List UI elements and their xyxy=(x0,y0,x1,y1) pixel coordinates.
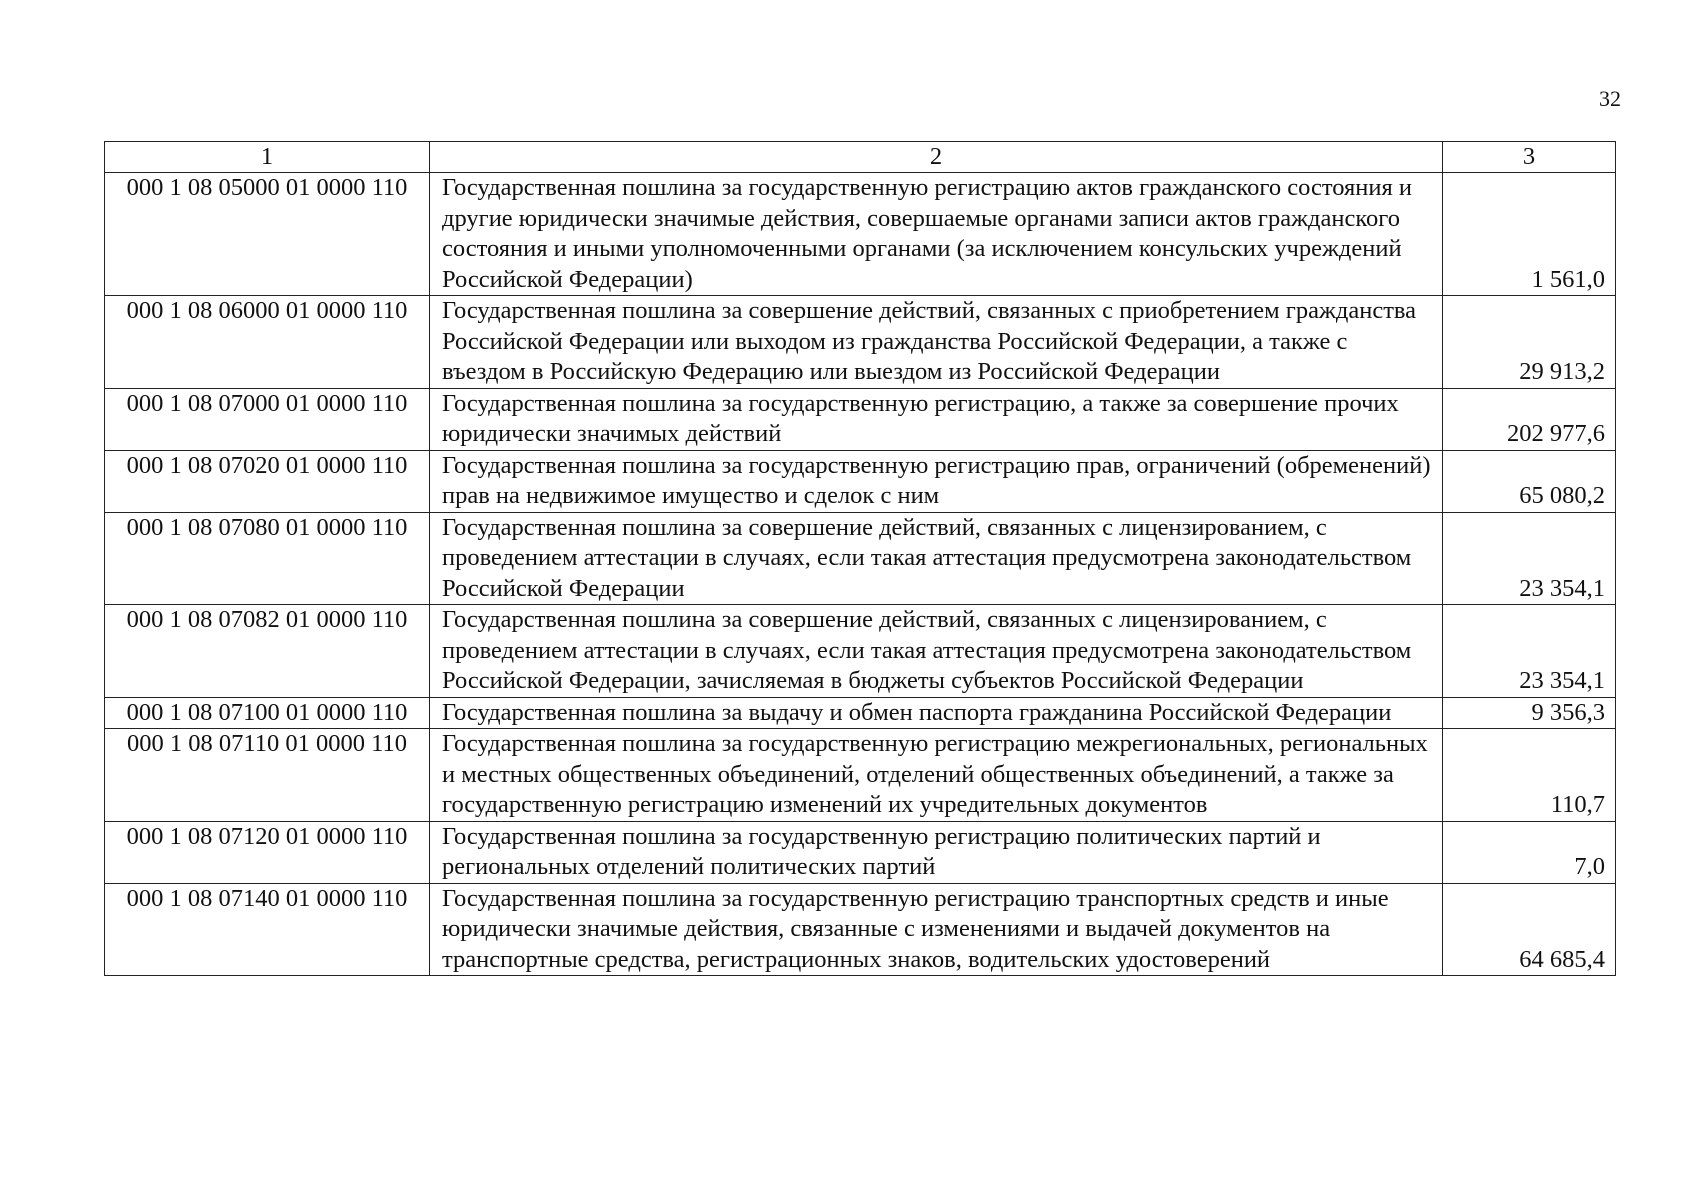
row-code: 000 1 08 06000 01 0000 110 xyxy=(105,296,430,389)
table-row xyxy=(105,512,1616,605)
table-row xyxy=(105,388,1616,450)
row-code: 000 1 08 07100 01 0000 110 xyxy=(105,697,430,729)
table-header-row xyxy=(105,142,1616,173)
table-row xyxy=(105,605,1616,698)
row-name: Государственная пошлина за выдачу и обмен паспорта гражданина Российской Федерации xyxy=(430,697,1443,729)
row-amount: 110,7 xyxy=(1443,729,1616,822)
row-amount: 202 977,6 xyxy=(1443,388,1616,450)
row-code: 000 1 08 07020 01 0000 110 xyxy=(105,450,430,512)
table-row xyxy=(105,729,1616,822)
row-amount: 29 913,2 xyxy=(1443,296,1616,389)
table-row xyxy=(105,821,1616,883)
row-name: Государственная пошлина за государственную регистрацию политических партий и региональных отделений политических партий xyxy=(430,821,1443,883)
row-code: 000 1 08 07110 01 0000 110 xyxy=(105,729,430,822)
row-amount: 9 356,3 xyxy=(1443,697,1616,729)
row-amount: 1 561,0 xyxy=(1443,173,1616,296)
revenue-table xyxy=(104,141,1616,976)
table-row xyxy=(105,450,1616,512)
row-amount: 7,0 xyxy=(1443,821,1616,883)
row-name: Государственная пошлина за государственную регистрацию, а также за совершение прочих юридически значимых действий xyxy=(430,388,1443,450)
row-amount: 23 354,1 xyxy=(1443,512,1616,605)
row-name: Государственная пошлина за государственную регистрацию транспортных средств и иные юридически значимые действия, связанные с изменениями и выдачей документов на транспортные средства, регистрационных знаков, водительских удостоверений xyxy=(430,883,1443,976)
row-amount: 65 080,2 xyxy=(1443,450,1616,512)
table-row xyxy=(105,296,1616,389)
row-name: Государственная пошлина за совершение действий, связанных с лицензированием, с проведением аттестации в случаях, если такая аттестация предусмотрена законодательством Российской Федерации, зачисляемая в бюджеты субъектов Российской Федерации xyxy=(430,605,1443,698)
row-code: 000 1 08 07140 01 0000 110 xyxy=(105,883,430,976)
table-row xyxy=(105,697,1616,729)
table-row xyxy=(105,883,1616,976)
row-code: 000 1 08 05000 01 0000 110 xyxy=(105,173,430,296)
table-row xyxy=(105,173,1616,296)
row-name: Государственная пошлина за государственную регистрацию межрегиональных, региональных и местных общественных объединений, отделений общественных объединений, а также за государственную регистрацию изменений их учредительных документов xyxy=(430,729,1443,822)
row-name: Государственная пошлина за государственную регистрацию прав, ограничений (обременений) прав на недвижимое имущество и сделок с ним xyxy=(430,450,1443,512)
column-header-amount: 3 xyxy=(1443,142,1616,173)
column-header-name: 2 xyxy=(430,142,1443,173)
page-number: 32 xyxy=(1599,86,1621,111)
row-code: 000 1 08 07120 01 0000 110 xyxy=(105,821,430,883)
row-code: 000 1 08 07082 01 0000 110 xyxy=(105,605,430,698)
row-name: Государственная пошлина за государственную регистрацию актов гражданского состояния и другие юридически значимые действия, совершаемые органами записи актов гражданского состояния и иными уполномоченными органами (за исключением консульских учреждений Российской Федерации) xyxy=(430,173,1443,296)
row-code: 000 1 08 07080 01 0000 110 xyxy=(105,512,430,605)
row-amount: 64 685,4 xyxy=(1443,883,1616,976)
column-header-code: 1 xyxy=(105,142,430,173)
row-name: Государственная пошлина за совершение действий, связанных с приобретением гражданства Российской Федерации или выходом из гражданства Российской Федерации, а также с въездом в Российскую Федерацию или выездом из Российской Федерации xyxy=(430,296,1443,389)
row-code: 000 1 08 07000 01 0000 110 xyxy=(105,388,430,450)
row-name: Государственная пошлина за совершение действий, связанных с лицензированием, с проведением аттестации в случаях, если такая аттестация предусмотрена законодательством Российской Федерации xyxy=(430,512,1443,605)
row-amount: 23 354,1 xyxy=(1443,605,1616,698)
